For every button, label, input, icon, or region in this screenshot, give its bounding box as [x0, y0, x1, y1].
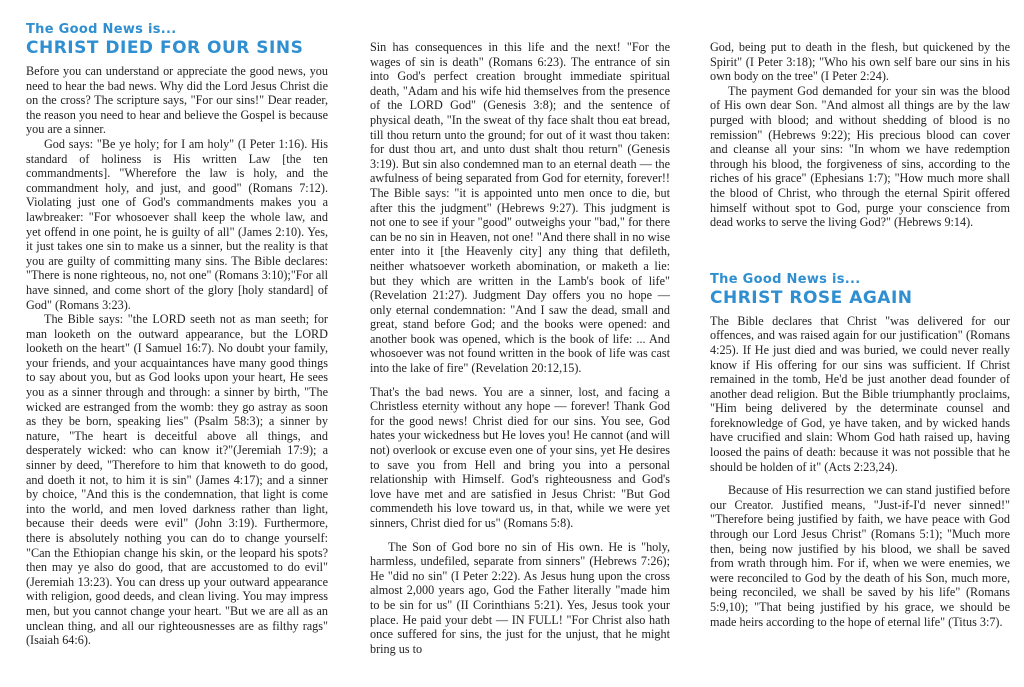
paragraph-intro: Before you can understand or appreciate the good news, you need to hear the bad news. Why did the Lord Jesus Christ die on the cross? The scripture says, "For our sins!" Dear reader, the reason you need to hear and believe the Gospel is because you are a sinner.: [26, 64, 328, 137]
column-right: [710, 40, 1010, 629]
paragraph-heart: The Bible says: "the LORD seeth not as man seeth; for man looketh on the outward appearance, but the LORD looketh on the heart" (I Samuel 16:7). No doubt your family, your friends, and your acquaintances have many good things to say about you, but as God looks upon your heart, He sees you as a sinner through and through: a sinner by birth, "The wicked are estranged from the womb: they go astray as soon as they be born, speaking lies" (Psalm 58:3); a sinner by nature, "The heart is deceitful above all things, and desperately wicked: who can know it?"(Jeremiah 17:9); a sinner by deed, "Therefore to him that knoweth to do good, and doeth it not, to him it is sin" (James 4:17); and a sinner by choice, "And this is the condemnation, that light is come into the world, and men loved darkness rather than light, because their deeds were evil" (John 3:19). Furthermore, there is absolutely nothing you can do to change yourself: "Can the Ethiopian change his skin, or the leopard his spots? then may ye also do good, that are accustomed to do evil" (Jeremiah 13:23). You can dress up your outward appearance with religion, good deeds, and clean living. You may impress men, but you cannot change your heart. "But we are all as an unclean thing, and all our righteousnesses are as filthy rags" (Isaiah 64:6).: [26, 312, 328, 648]
section-spacer: [710, 230, 1010, 272]
section-kicker: The Good News is...: [26, 22, 177, 37]
section-heading-2: CHRIST ROSE AGAIN: [710, 287, 913, 308]
paragraph-payment: The payment God demanded for your sin was the blood of His own dear Son. "And almost all things are by the law purged with blood; and without shedding of blood is no remission" (Hebrews 9:22); His precious blood can cover and cleanse all your sins: "In whom we have redemption through his blood, the forgiveness of sins, according to the riches of his grace" (Ephesians 1:7); "How much more shall the blood of Christ, who through the eternal Spirit offered himself without spot to God, purge your conscience from dead works to serve the living God?" (Hebrews 9:14).: [710, 83, 1010, 230]
paragraph-resurrection: The Bible declares that Christ "was delivered for our offences, and was raised again for our justification" (Romans 4:25). If He just died and was buried, we could never really know if His offering for our sins was sufficient. If Christ remained in the tomb, He'd be just another dead founder of another dead religion. But the Bible triumphantly proclaims, "Him being delivered by the determinate counsel and foreknowledge of God, ye have taken, and by wicked hands have crucified and slain: Whom God hath raised up, having loosed the pains of death: because it was not possible that he should be holden of it" (Acts 2:23,24).: [710, 313, 1010, 474]
paragraph-continued: God, being put to death in the flesh, but quickened by the Spirit" (I Peter 3:18); "Who his own self bare our sins in his own body on the tree" (I Peter 2:24).: [710, 40, 1010, 84]
section-heading: CHRIST DIED FOR OUR SINS: [26, 38, 304, 58]
column-middle: [370, 40, 670, 656]
paragraph-son-of-god: The Son of God bore no sin of His own. He is "holy, harmless, undefiled, separate from sinners" (Hebrews 7:26); He "did no sin" (I Peter 2:22). As Jesus hung upon the cross almost 2,000 years ago, God the Father literally "made him to be sin for us" (II Corinthians 5:21). Yes, Jesus took your place. He paid your debt — IN FULL! "For Christ also hath once suffered for sins, the just for the unjust, that he might bring us to: [370, 539, 670, 656]
section-kicker-2: The Good News is...: [710, 271, 861, 287]
paragraph-consequences: Sin has consequences in this life and the next! "For the wages of sin is death" (Romans 6:23). The entrance of sin into God's perfect creation brought immediate spiritual death, "Adam and his wife hid themselves from the presence of the LORD God" (Genesis 3:8); and the sentence of physical death, "In the sweat of thy face shalt thou eat bread, till thou return unto the ground; for out of it wast thou taken: for dust thou art, and unto dust shalt thou return" (Genesis 3:19). But sin also condemned man to an eternal death — the awfulness of being separated from God for eternity, forever!! The Bible says: "it is appointed unto men once to die, but after this the judgment" (Hebrews 9:27). This judgment is not one to see if your "good" outweighs your "bad," for there can be no sin in Heaven, not one! "And there shall in no wise enter into it [the Heavenly city] any thing that defileth, neither whatsoever worketh abomination, or maketh a lie: but they which are written in the Lamb's book of life" (Revelation 21:27). Judgment Day offers you no hope — only eternal condemnation: "And I saw the dead, small and great, stand before God; and the books were opened: and another book was opened, which is the book of life: ... And whosoever was not found written in the book of life was cast into the lake of fire" (Revelation 20:12,15).: [370, 40, 670, 376]
paragraph-justified: Because of His resurrection we can stand justified before our Creator. Justified means, "Just-if-I'd never sinned!" "Therefore being justified by faith, we have peace with God through our Lord Jesus Christ" (Romans 5:1); "Much more then, being now justified by his blood, we shall be saved from wrath through him. For if, when we were enemies, we were reconciled to God by the death of his Son, much more, being reconciled, we shall be saved by his life" (Romans 5:9,10); "That being justified by his grace, we should be made heirs according to the hope of eternal life" (Titus 3:7).: [710, 483, 1010, 629]
paragraph-holiness: God says: "Be ye holy; for I am holy" (I Peter 1:16). His standard of holiness is His written Law [the ten commandments]. "Wherefore the law is holy, and the commandment holy, and just, and good" (Romans 7:12). Violating just one of God's commandments makes you a lawbreaker: "For whosoever shall keep the whole law, and yet offend in one point, he is guilty of all" (James 2:10). Yes, it just takes one sin to make us a sinner, but the reality is that you are guilty of committing many sins. The Bible declares: "There is none righteous, no, not one" (Romans 3:10);"For all have sinned, and come short of the glory [holy standard] of God" (Romans 3:23).: [26, 136, 328, 312]
paragraph-bad-news: That's the bad news. You are a sinner, lost, and facing a Christless eternity without any hope — forever! Thank God for the good news! Christ died for our sins. You see, God hates your wickedness but He loves you! He cannot (and will not) overlook or excuse even one of your sins, yet He desires to save you from Hell and bring you into a personal relationship with Himself. God's righteousness and God's love have met and are satisfied in Jesus Christ: "But God commendeth his love toward us, in that, while we were yet sinners, Christ died for us" (Romans 5:8).: [370, 384, 670, 530]
column-left: [26, 22, 328, 648]
